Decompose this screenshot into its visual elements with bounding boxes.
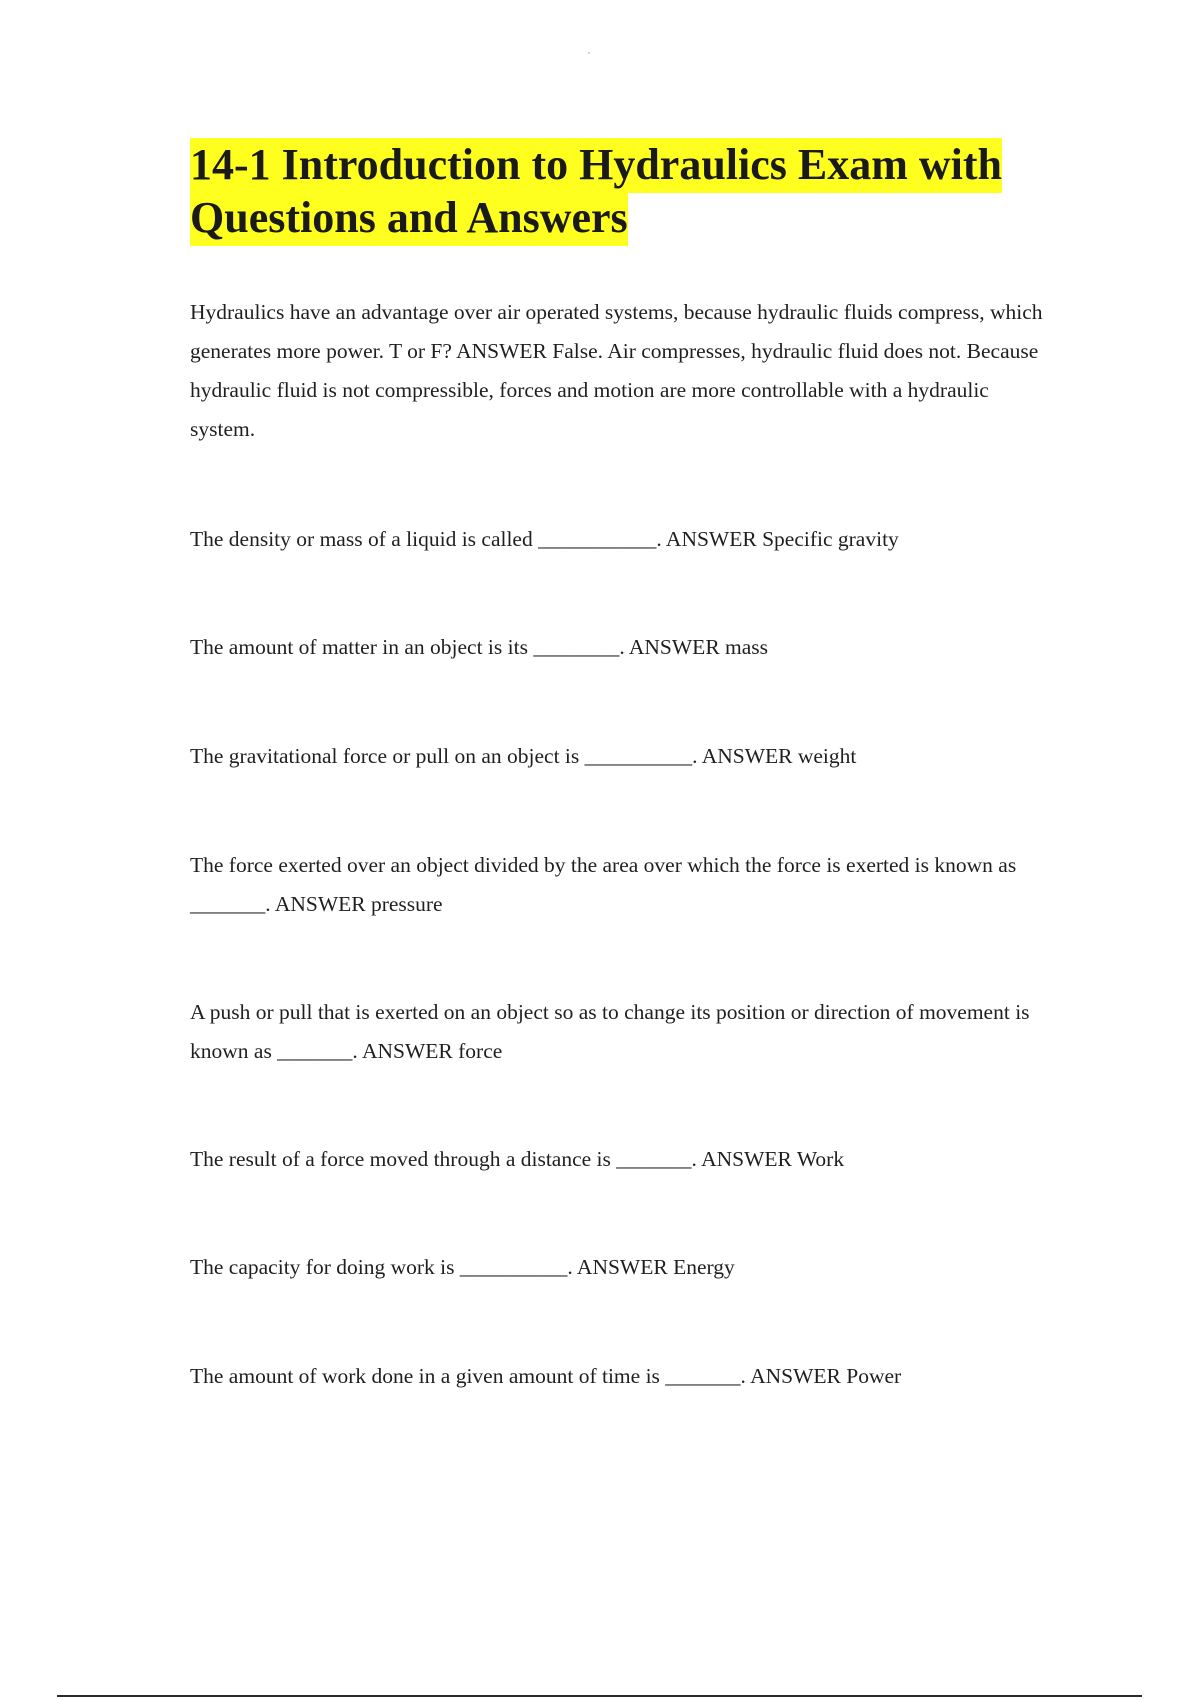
qa-item: Hydraulics have an advantage over air operated systems, because hydraulic fluids compress, which generates more power. T or F? ANSWER False. Air compresses, hydraulic fluid does not. Because hydraulic fluid is not compressible, forces and motion are more controllable with a hydraulic system.	[190, 300, 1043, 441]
qa-item: The force exerted over an object divided by the area over which the force is exerted is known as _______. ANSWER pressure	[190, 853, 1017, 916]
qa-item: The capacity for doing work is __________. ANSWER Energy	[190, 1255, 735, 1279]
document-title-text: 14-1 Introduction to Hydraulics Exam with Questions and Answers	[190, 138, 1002, 246]
document-title	[190, 138, 1070, 244]
qa-item: The result of a force moved through a distance is _______. ANSWER Work	[190, 1147, 845, 1171]
page-mark	[588, 52, 590, 54]
qa-item: The amount of matter in an object is its ________. ANSWER mass	[190, 635, 769, 659]
qa-item: The density or mass of a liquid is called ___________. ANSWER Specific gravity	[190, 527, 899, 551]
qa-item: A push or pull that is exerted on an object so as to change its position or direction of movement is known as _______. ANSWER force	[190, 1000, 1030, 1063]
footer-divider	[57, 1695, 1142, 1697]
qa-item: The amount of work done in a given amount of time is _______. ANSWER Power	[190, 1364, 902, 1388]
qa-item: The gravitational force or pull on an object is __________. ANSWER weight	[190, 744, 857, 768]
